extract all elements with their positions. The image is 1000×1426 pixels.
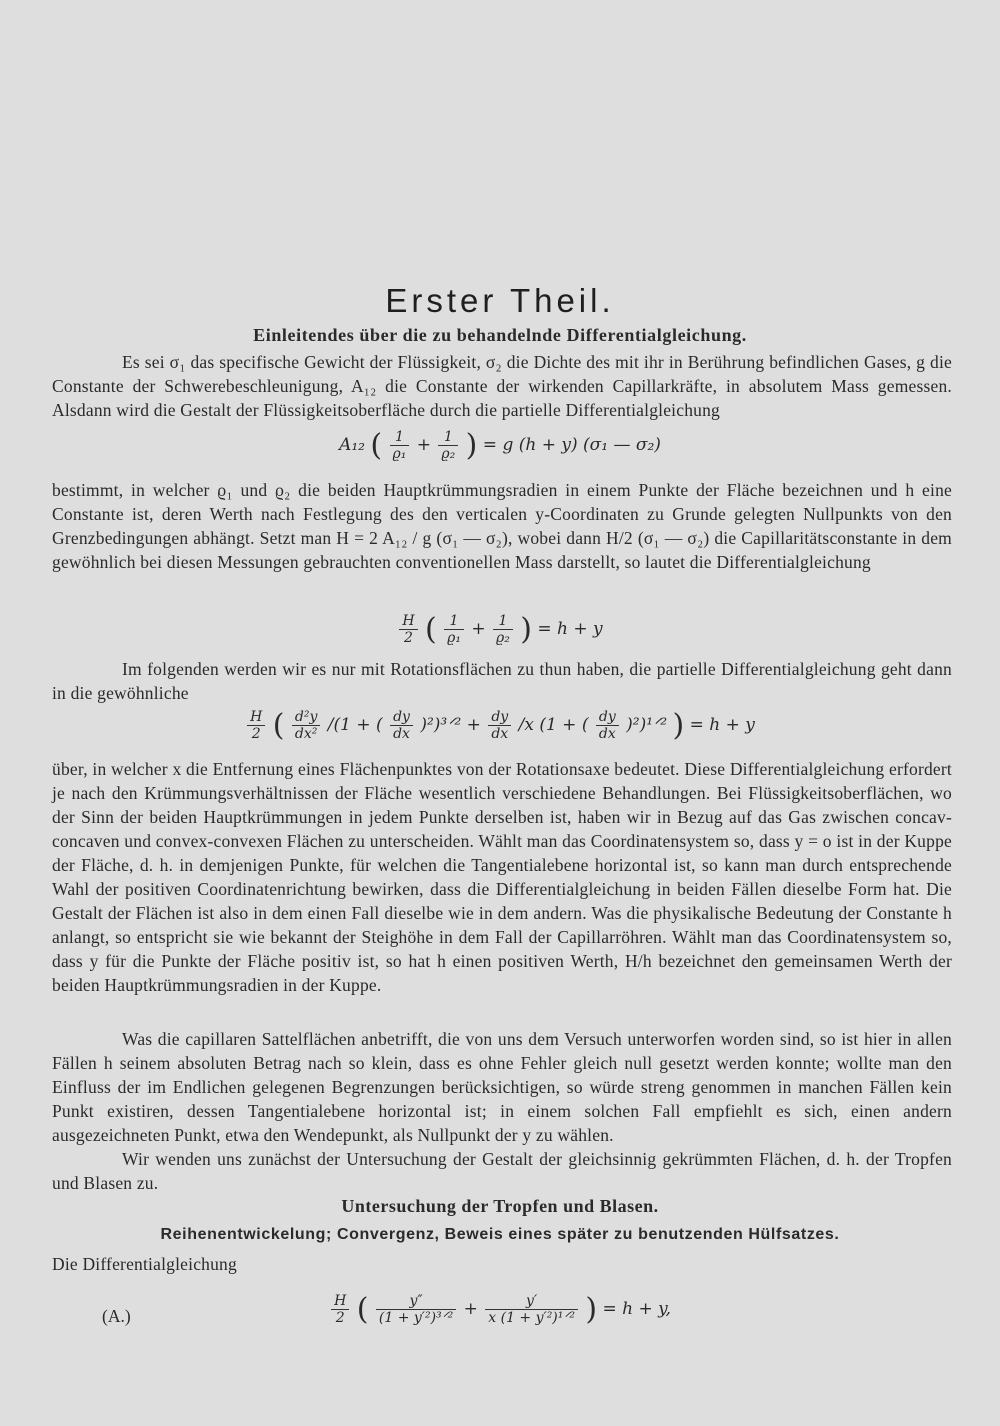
eq1-right: = g (h + y) (σ₁ — σ₂) — [482, 435, 661, 455]
eq2-fraction-b: $\frac{1}{\text{ϱ₂}}$ — [493, 613, 513, 646]
equation-A: $\frac{H}{2}$ ( $\frac{y''}{\text{(1 + y′²)³ᐟ²}}$ + $\frac{y'}{\text{x (1 + y′²)¹ᐟ²}}$ ) = h + y, — [0, 1292, 1000, 1327]
eqA-fraction-a: $\frac{y''}{\text{(1 + y′²)³ᐟ²}}$ — [376, 1293, 456, 1326]
equation-3: $\frac{H}{2}$ ( $\frac{\text{d²y}}{\text{dx²}}$ /(1 + ( $\frac{dy}{dx}$ )²)³ᐟ² + $\frac{dy}{dx}$ /x (1 + ( $\frac{dy}{dx}$ )²)¹ᐟ² ) = h + y — [0, 708, 1000, 743]
section-title: Untersuchung der Tropfen und Blasen. — [341, 1196, 659, 1216]
eq2-paren-open: ( — [424, 612, 437, 647]
paragraph-6: Wir wenden uns zunächst der Untersuchung der Gestalt der gleichsinnig gekrümmten Flächen, d. h. der Tropfen und Blasen zu. — [52, 1149, 952, 1193]
paragraph-4: über, in welcher x die Entfernung eines Flächenpunktes von der Rotationsaxe bedeutet. Diese Differentialgleichung erfordert je nach den Krümmungsverhältnissen der Fläche wesentlich verschiedene Behandlungen. Bei Flüssigkeitsoberflächen, wo der Sinn der beiden Hauptkrümmungen in jedem Punkte derselben ist, haben wir in Bezug auf das Gas zwischen concav-concaven und convex-convexen Flächen zu unterscheiden. Wählt man das Coordinatensystem so, dass y = o ist in der Kuppe der Fläche, d. h. in demjenigen Punkte, für welchen die Tangentialebene horizontal ist, so kann man durch entsprechende Wahl der positiven Coordinatenrichtung bewirken, dass die Differentialgleichung in beiden Fällen dieselbe Form hat. Die Gestalt der Flächen ist also in dem einen Fall dieselbe wie in dem andern. Was die physikalische Bedeutung der Constante h anlangt, so entspricht sie wie bekannt der Steighöhe in dem Fall der Capillarröhren. Wählt man das Coordinatensystem so, dass y für die Punkte der Fläche positiv ist, so hat h einen positiven Werth, H/h bezeichnet den gemeinsamen Werth der beiden Hauptkrümmungsradien in der Kuppe. — [52, 759, 952, 995]
eqA-fraction-b: $\frac{y'}{\text{x (1 + y′²)¹ᐟ²}}$ — [485, 1293, 578, 1326]
paragraph-7: Die Differentialgleichung — [52, 1254, 237, 1274]
eq2-fraction-a: $\frac{1}{\text{ϱ₁}}$ — [444, 613, 464, 646]
sub-section-title: Reihenentwickelung; Convergenz, Beweis eines später zu benutzenden Hülfsatzes. — [160, 1226, 840, 1243]
paragraph-5: Was die capillaren Sattelflächen anbetrifft, die von uns dem Versuch unterworfen worden sind, so ist hier in allen Fällen h seinem absoluten Betrag nach so klein, dass es ohne Fehler gleich null gesetzt werden konnte; wollte man den Einfluss der im Endlichen gelegenen Begrenzungen berücksichtigen, so würde streng genommen in manchen Fällen kein Punkt existiren, dessen Tangentialebene horizontal ist; in einem solchen Fall empfiehlt es sich, einen andern ausgezeichneten Punkt, etwa den Wendepunkt, als Nullpunkt der y zu wählen. — [52, 1029, 952, 1145]
paragraph-3: Im folgenden werden wir es nur mit Rotationsflächen zu thun haben, die partielle Differentialgleichung geht dann in die gewöhnliche — [52, 659, 952, 703]
eq2-fraction-h: $\frac{H}{2}$ — [399, 613, 417, 646]
eq1-fraction-b: $\frac{1}{\text{ϱ₂}}$ — [438, 429, 458, 462]
eq3-right: = h + y — [689, 715, 755, 735]
eq1-left: A₁₂ — [339, 435, 365, 455]
equation-1 — [0, 428, 1000, 463]
equation-label: (A.) — [102, 1306, 131, 1326]
eq1-paren-open: ( — [370, 428, 383, 463]
eq3-fraction-d2: $\frac{\text{d²y}}{\text{dx²}}$ — [292, 709, 320, 742]
paragraph-2: bestimmt, in welcher ϱ₁ und ϱ₂ die beiden Hauptkrümmungsradien in einem Punkte der Fläche bezeichnen und h eine Constante ist, deren Werth nach Festlegung des den verticalen y-Coordinaten zu Grunde gelegten Nullpunkts von den Grenzbedingungen abhängt. Setzt man H = 2 A₁₂ / g (σ₁ — σ₂), wobei dann H/2 (σ₁ — σ₂) die Capillaritätsconstante in dem gewöhnlich bei diesen Messungen gebrauchten conventionellen Mass darstellt, so lautet die Differentialgleichung — [52, 480, 952, 572]
eq1-fraction-a: $\frac{1}{\text{ϱ₁}}$ — [390, 429, 410, 462]
eq1-plus: + — [416, 435, 432, 455]
equation-2: $\frac{H}{2}$ ( $\frac{1}{\text{ϱ₁}}$ + $\frac{1}{\text{ϱ₂}}$ ) = h + y — [0, 612, 1000, 647]
eq1-paren-close: ) — [465, 428, 478, 463]
page-title: Erster Theil. — [385, 282, 615, 319]
eqA-right: = h + y, — [602, 1299, 671, 1319]
subtitle: Einleitendes über die zu behandelnde Differentialgleichung. — [253, 325, 747, 345]
eq3-fraction-h: $\frac{H}{2}$ — [247, 709, 265, 742]
eq2-paren-close: ) — [520, 612, 532, 647]
eq2-right: = h + y — [537, 619, 603, 639]
paragraph-1: Es sei σ₁ das specifische Gewicht der Flüssigkeit, σ₂ die Dichte des mit ihr in Berührung befindlichen Gases, g die Constante der Schwerebeschleunigung, A₁₂ die Constante der wirkenden Capillarkräfte, in absolutem Mass gemessen. Alsdann wird die Gestalt der Flüssigkeitsoberfläche durch die partielle Differentialgleichung — [52, 352, 952, 420]
